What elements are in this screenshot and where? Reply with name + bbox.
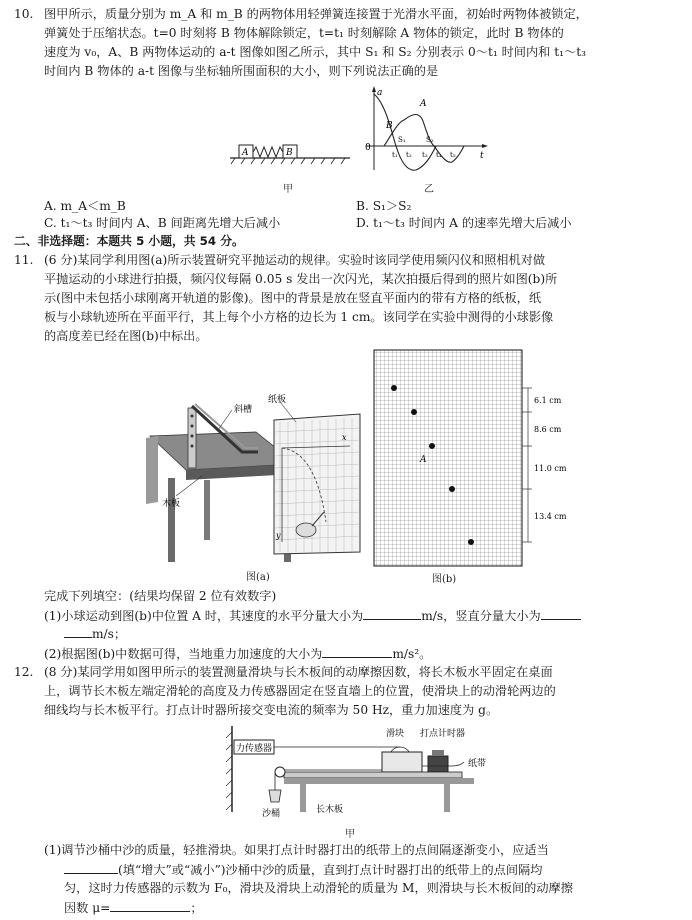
q11-height-1: 6.1 cm — [534, 396, 562, 405]
q10-yi-s1: S₁ — [398, 136, 406, 144]
q11-fill-intro: 完成下列填空：(结果均保留 2 位有效数字) — [44, 589, 277, 603]
q12-sub1-line-2 — [64, 861, 542, 879]
q11-sub1-blank-horizontal[interactable] — [363, 607, 421, 620]
q10-option-d[interactable]: D. t₁～t₃ 时间内 A 的速率先增大后减小 — [356, 216, 572, 230]
q10-yi-t3: t₃ — [422, 151, 428, 159]
q11-sub1-line — [44, 607, 581, 625]
q12-sub1-line-4 — [64, 899, 203, 917]
q12-sub1-text-4: 因数 μ= — [64, 901, 111, 915]
q10-yi-t4: t₄ — [436, 151, 442, 159]
q10-fig-jia — [225, 128, 355, 188]
q10-fig-yi-caption: 乙 — [424, 184, 434, 195]
q10-yi-s2: S₂ — [426, 136, 434, 144]
q11-sub1-blank-vertical-end[interactable] — [64, 625, 92, 638]
q12-fig-apparatus — [224, 722, 487, 822]
q11-label-y: y — [276, 531, 281, 540]
q12-line-1: (8 分)某同学用如图甲所示的装置测量滑块与长木板间的动摩擦因数，将长木板水平固定在桌面 — [44, 665, 553, 679]
q12-label-board: 长木板 — [316, 805, 344, 815]
q11-height-2: 8.6 cm — [534, 425, 562, 434]
q10-line-1: 图甲所示，质量分别为 m_A 和 m_B 的两物体用轻弹簧连接置于光滑水平面，初始时两物体被锁定， — [44, 7, 588, 21]
q11-line-2: 平抛运动的小球进行拍摄，频闪仪每隔 0.05 s 发出一次闪光，某次拍摄后得到的照片如图(b)所 — [44, 272, 558, 286]
q12-fig-caption: 甲 — [345, 829, 355, 840]
q10-line-2: 弹簧处于压缩状态。t=0 时刻将 B 物体解除锁定，t=t₁ 时刻解除 A 物体的锁定，此时 B 物体的 — [44, 26, 564, 40]
section-2-title: 二、非选择题：本题共 5 小题，共 54 分。 — [14, 234, 244, 248]
q11-sub2-line — [44, 645, 431, 663]
q10-yi-axis-a: a — [377, 88, 383, 98]
q11-sub1-text-b: m/s，竖直分量大小为 — [421, 609, 541, 623]
q11-fig-a-caption: 图(a) — [246, 572, 270, 583]
q12-label-slider: 滑块 — [386, 729, 405, 739]
q12-label-tape: 纸带 — [468, 759, 487, 769]
q11-sub2-text-b: m/s²。 — [392, 647, 432, 661]
q11-fig-b-grid — [372, 348, 572, 568]
q11-line-1: (6 分)某同学利用图(a)所示装置研究平抛运动的规律。实验时该同学使用频闪仪和照相机对做 — [44, 253, 546, 267]
q12-sub1-line-1: (1)调节沙桶中沙的质量，轻推滑块。如果打点计时器打出的纸带上的点间隔逐渐变小，应适当 — [44, 843, 549, 857]
q11-sub2-blank-gravity[interactable] — [322, 645, 392, 658]
q10-yi-t5: t₅ — [450, 151, 456, 159]
q12-label-sensor: 力传感器 — [236, 744, 273, 754]
q12-sub1-blank-adjust[interactable] — [64, 861, 118, 874]
q10-fig-yi — [362, 84, 492, 174]
q12-sub1-line-3: 匀，这时力传感器的示数为 F₀，滑块及滑块上动滑轮的质量为 M，则滑块与长木板间的动摩擦 — [64, 881, 573, 895]
q11-line-5: 的高度差已经在图(b)中标出。 — [44, 329, 208, 343]
q11-label-xiecao: 斜槽 — [234, 405, 253, 415]
q10-line-3: 速度为 v₀，A、B 两物体运动的 a-t 图像如图乙所示，其中 S₁ 和 S₂ 分别表示 0～t₁ 时间内和 t₁～t₃ — [44, 45, 586, 59]
q12-line-2: 上，调节长木板左端定滑轮的高度及力传感器固定在竖直墙上的位置，使滑块上的动滑轮两边的 — [44, 684, 556, 698]
q11-line-3: 示(图中未包括小球刚离开轨道的影像)。图中的背景是放在竖直平面内的带有方格的纸板，纸 — [44, 291, 542, 305]
q11-label-zhiban: 纸板 — [268, 395, 287, 405]
q12-sub1-end: ； — [190, 901, 203, 915]
q12-label-timer: 打点计时器 — [420, 729, 466, 739]
q10-yi-curve-b: B — [386, 121, 393, 131]
q11-fig-b-caption: 图(b) — [432, 574, 457, 585]
q11-sub1-line-2 — [64, 625, 126, 643]
q12-number: 12. — [14, 665, 34, 679]
q11-sub1-text-c: m/s； — [92, 627, 127, 641]
q10-jia-label-b: B — [286, 148, 293, 158]
q10-yi-origin: 0 — [365, 143, 371, 153]
q10-yi-t2: t₂ — [406, 151, 412, 159]
q12-sub1-blank-mu[interactable] — [110, 899, 190, 912]
q12-sub1-text-2: (填“增大”或“减小”)沙桶中沙的质量，直到打点计时器打出的纸带上的点间隔均 — [118, 863, 543, 877]
q11-sub1-text-a: (1)小球运动到图(b)中位置 A 时，其速度的水平分量大小为 — [44, 609, 364, 623]
q12-line-3: 细线均与长木板平行。打点计时器所接交变电流的频率为 50 Hz，重力加速度为 g。 — [44, 703, 499, 717]
q10-option-b[interactable]: B. S₁＞S₂ — [356, 199, 412, 213]
q11-fig-a-apparatus — [146, 392, 366, 564]
q11-sub2-text-a: (2)根据图(b)中数据可得，当地重力加速度的大小为 — [44, 647, 323, 661]
q10-yi-t1: t₁ — [392, 151, 398, 159]
q11-label-x: x — [342, 433, 347, 442]
q10-option-c[interactable]: C. t₁～t₃ 时间内 A、B 间距离先增大后减小 — [44, 216, 281, 230]
q12-label-bucket: 沙桶 — [262, 809, 281, 819]
q11-sub1-blank-vertical-start[interactable] — [541, 607, 581, 620]
q11-point-a-label: A — [420, 455, 427, 465]
q11-height-3: 11.0 cm — [534, 464, 567, 473]
q10-yi-axis-t: t — [480, 151, 484, 161]
q11-label-muban: 木板 — [162, 499, 181, 509]
q11-height-4: 13.4 cm — [534, 512, 567, 521]
q11-line-4: 板与小球轨迹所在平面平行，其上每个小方格的边长为 1 cm。该同学在实验中测得的小球影像 — [44, 310, 554, 324]
q10-option-a[interactable]: A. m_A＜m_B — [44, 199, 126, 213]
q10-fig-jia-caption: 甲 — [283, 184, 293, 195]
q11-number: 11. — [14, 253, 34, 267]
q10-number: 10. — [14, 7, 34, 21]
q10-line-4: 时间内 B 物体的 a-t 图像与坐标轴所围面积的大小，则下列说法正确的是 — [44, 64, 439, 78]
q10-jia-label-a: A — [242, 148, 249, 158]
q10-yi-curve-a: A — [420, 99, 427, 109]
